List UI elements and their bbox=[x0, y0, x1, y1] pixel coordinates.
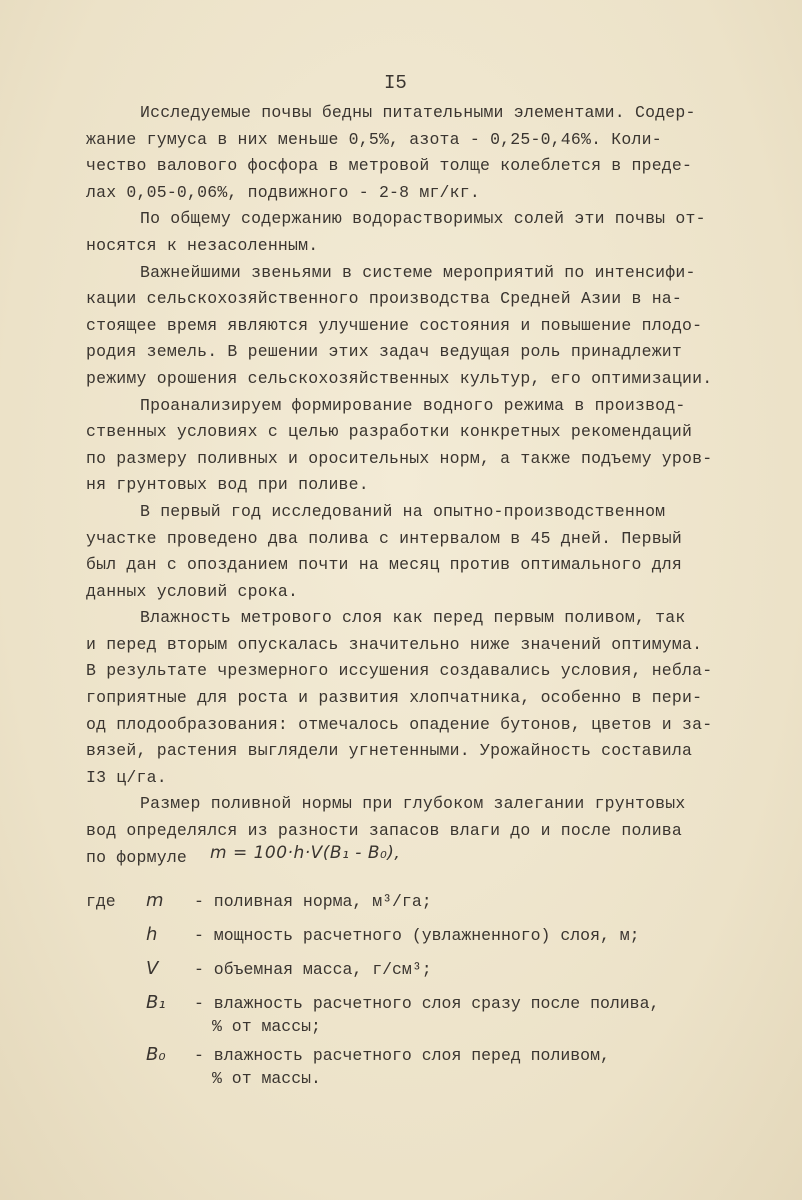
text-line: лах 0,05-0,06%, подвижного - 2-8 мг/кг. bbox=[86, 182, 480, 202]
text-line: Важнейшими звеньями в системе мероприятий по интенсифи- bbox=[140, 262, 696, 282]
definition-text-main: - поливная норма, м³/га; bbox=[194, 892, 432, 911]
definition-text bbox=[194, 994, 726, 1036]
paragraph-p4 bbox=[86, 393, 736, 499]
text-line: жание гумуса в них меньше 0,5%, азота - 0,25-0,46%. Коли- bbox=[86, 129, 662, 149]
page-number: I5 bbox=[384, 72, 407, 94]
definition-text bbox=[194, 926, 726, 945]
definition-row bbox=[86, 890, 726, 924]
text-line: По общему содержанию водорастворимых солей эти почвы от- bbox=[140, 209, 706, 229]
definition-text bbox=[194, 1046, 726, 1088]
definition-text-main: - объемная масса, г/см³; bbox=[194, 960, 432, 979]
paragraph-p1 bbox=[86, 100, 736, 206]
definitions-lead: где bbox=[86, 892, 116, 911]
definitions-list bbox=[86, 890, 726, 1096]
text-line: был дан с опозданием почти на месяц против оптимального для bbox=[86, 555, 682, 575]
text-line: чество валового фосфора в метровой толще колеблется в преде- bbox=[86, 156, 693, 176]
definition-text-main: - влажность расчетного слоя перед поливом, bbox=[194, 1046, 610, 1065]
text-line: стоящее время являются улучшение состояния и повышение плодо- bbox=[86, 315, 703, 335]
text-line: ственных условиях с целью разработки конкретных рекомендаций bbox=[86, 422, 693, 442]
definition-symbol: B₁ bbox=[146, 992, 166, 1013]
text-line: носятся к незасоленным. bbox=[86, 235, 319, 255]
text-line: ня грунтовых вод при поливе. bbox=[86, 475, 369, 495]
text-line: данных условий срока. bbox=[86, 581, 299, 601]
definition-row bbox=[86, 992, 726, 1044]
text-line: I3 ц/га. bbox=[86, 767, 167, 787]
text-line: по размеру поливных и оросительных норм, а также подъему уров- bbox=[86, 448, 713, 468]
text-line: В результате чрезмерного иссушения создавались условия, небла- bbox=[86, 661, 713, 681]
text-line: режиму орошения сельскохозяйственных культур, его оптимизации. bbox=[86, 368, 713, 388]
paragraph-p6 bbox=[86, 605, 736, 791]
definition-text-main: - влажность расчетного слоя сразу после полива, bbox=[194, 994, 660, 1013]
definition-symbol: h bbox=[146, 924, 158, 945]
text-line: Влажность метрового слоя как перед первым поливом, так bbox=[140, 608, 686, 628]
definition-row bbox=[86, 958, 726, 992]
definition-text bbox=[194, 892, 726, 911]
definition-text bbox=[194, 960, 726, 979]
definition-symbol: m bbox=[146, 890, 164, 911]
text-line: по формуле bbox=[86, 847, 188, 867]
paragraph-p5 bbox=[86, 499, 736, 605]
text-line: родия земель. В решении этих задач ведущая роль принадлежит bbox=[86, 342, 682, 362]
paragraph-p3 bbox=[86, 260, 736, 393]
text-line: вязей, растения выглядели угнетенными. Урожайность составила bbox=[86, 741, 693, 761]
definition-row bbox=[86, 924, 726, 958]
paragraph-p7 bbox=[86, 791, 736, 871]
paragraph-p2 bbox=[86, 206, 736, 259]
definition-row bbox=[86, 1044, 726, 1096]
text-line: Размер поливной нормы при глубоком залегании грунтовых bbox=[140, 794, 686, 814]
definition-text-continuation: % от массы. bbox=[212, 1069, 321, 1088]
definition-text-main: - мощность расчетного (увлажненного) слоя, м; bbox=[194, 926, 640, 945]
text-line: од плодообразования: отмечалось опадение бутонов, цветов и за- bbox=[86, 714, 713, 734]
text-line: Исследуемые почвы бедны питательными элементами. Содер- bbox=[140, 103, 696, 122]
text-line: участке проведено два полива с интервалом в 45 дней. Первый bbox=[86, 528, 682, 548]
text-line: гоприятные для роста и развития хлопчатника, особенно в пери- bbox=[86, 688, 703, 708]
text-line: Проанализируем формирование водного режима в производ- bbox=[140, 395, 686, 415]
definition-symbol: V bbox=[146, 958, 159, 979]
body-text bbox=[86, 100, 736, 871]
text-line: В первый год исследований на опытно-производственном bbox=[140, 501, 666, 521]
text-line: вод определялся из разности запасов влаги до и после полива bbox=[86, 821, 682, 841]
text-line: кации сельскохозяйственного производства Средней Азии в на- bbox=[86, 289, 682, 309]
text-line: и перед вторым опускалась значительно ниже значений оптимума. bbox=[86, 634, 703, 654]
formula: m = 100·h·V(B₁ - B₀), bbox=[210, 843, 401, 863]
definition-symbol: B₀ bbox=[146, 1044, 166, 1065]
definition-text-continuation: % от массы; bbox=[212, 1017, 321, 1036]
